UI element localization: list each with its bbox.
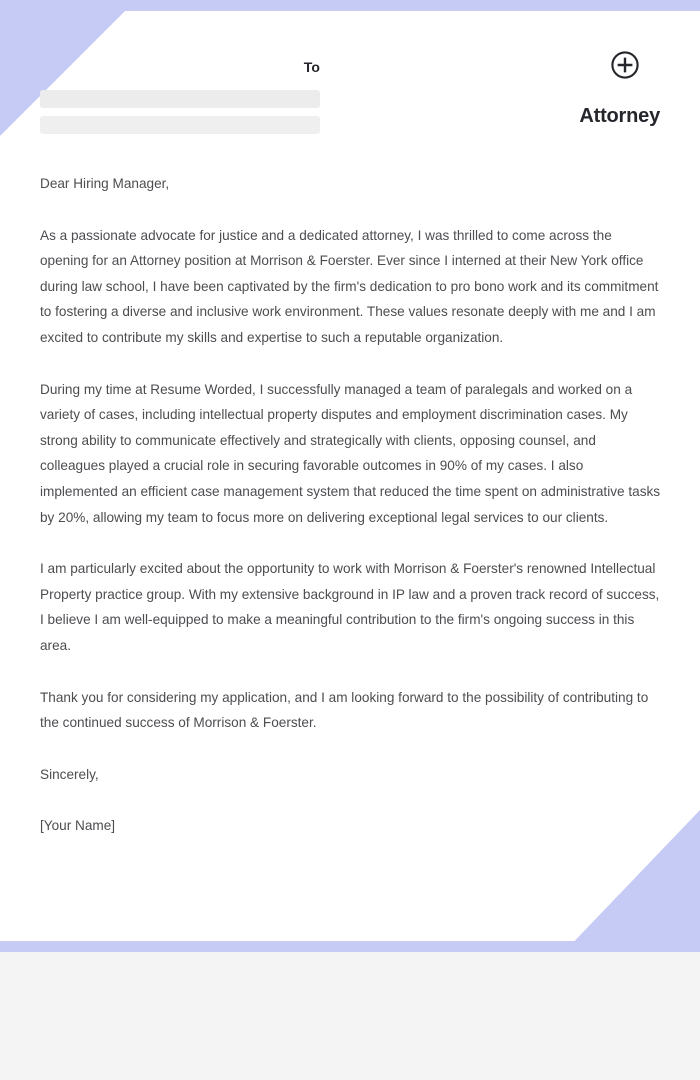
- salutation: Dear Hiring Manager,: [40, 176, 170, 191]
- letter-paragraph-3: I am particularly excited about the opportunity to work with Morrison & Foerster's renowned Intellectual Property practice group. With my extensive background in IP law and a proven track record of success, I believe I am well-equipped to make a meaningful contribution to the firm's ongoing success in this area.: [40, 561, 664, 653]
- to-label: To: [303, 59, 320, 75]
- letter-paragraph-4: Thank you for considering my application, and I am looking forward to the possibility of contributing to the continued success of Morrison & Foerster.: [40, 689, 653, 731]
- plus-circle-icon[interactable]: [610, 50, 640, 80]
- letter-header: [0, 0, 700, 150]
- closing: Sincerely,: [40, 766, 99, 782]
- letter-paragraph-2: During my time at Resume Worded, I successfully managed a team of paralegals and worked on a variety of cases, including intellectual property disputes and employment discrimination cases. My strong ability to communicate effectively and strategically with clients, opposing counsel, and colleagues played a crucial role in securing favorable outcomes in 90% of my cases. I also implemented an efficient case management system that reduced the time spent on administrative tasks by 20%, allowing my team to focus more on delivering exceptional legal services to our clients.: [40, 381, 664, 525]
- role-title: Attorney: [579, 105, 660, 127]
- bottom-accent-band: [0, 941, 700, 952]
- signature-placeholder: [Your Name]: [40, 818, 116, 834]
- recipient-line-2-field[interactable]: [40, 116, 320, 134]
- letter-paragraph-1: As a passionate advocate for justice and a dedicated attorney, I was thrilled to come across the opening for an Attorney position at Morrison & Foerster. Ever since I interned at their New York office during law school, I have been captivated by the firm's dedication to pro bono work and its commitment to fostering a diverse and inclusive work environment. These values resonate deeply with me and I am excited to contribute my skills and expertise to such a reputable organization.: [40, 227, 663, 345]
- letter-body: [40, 171, 662, 839]
- recipient-line-1-field[interactable]: [40, 90, 320, 108]
